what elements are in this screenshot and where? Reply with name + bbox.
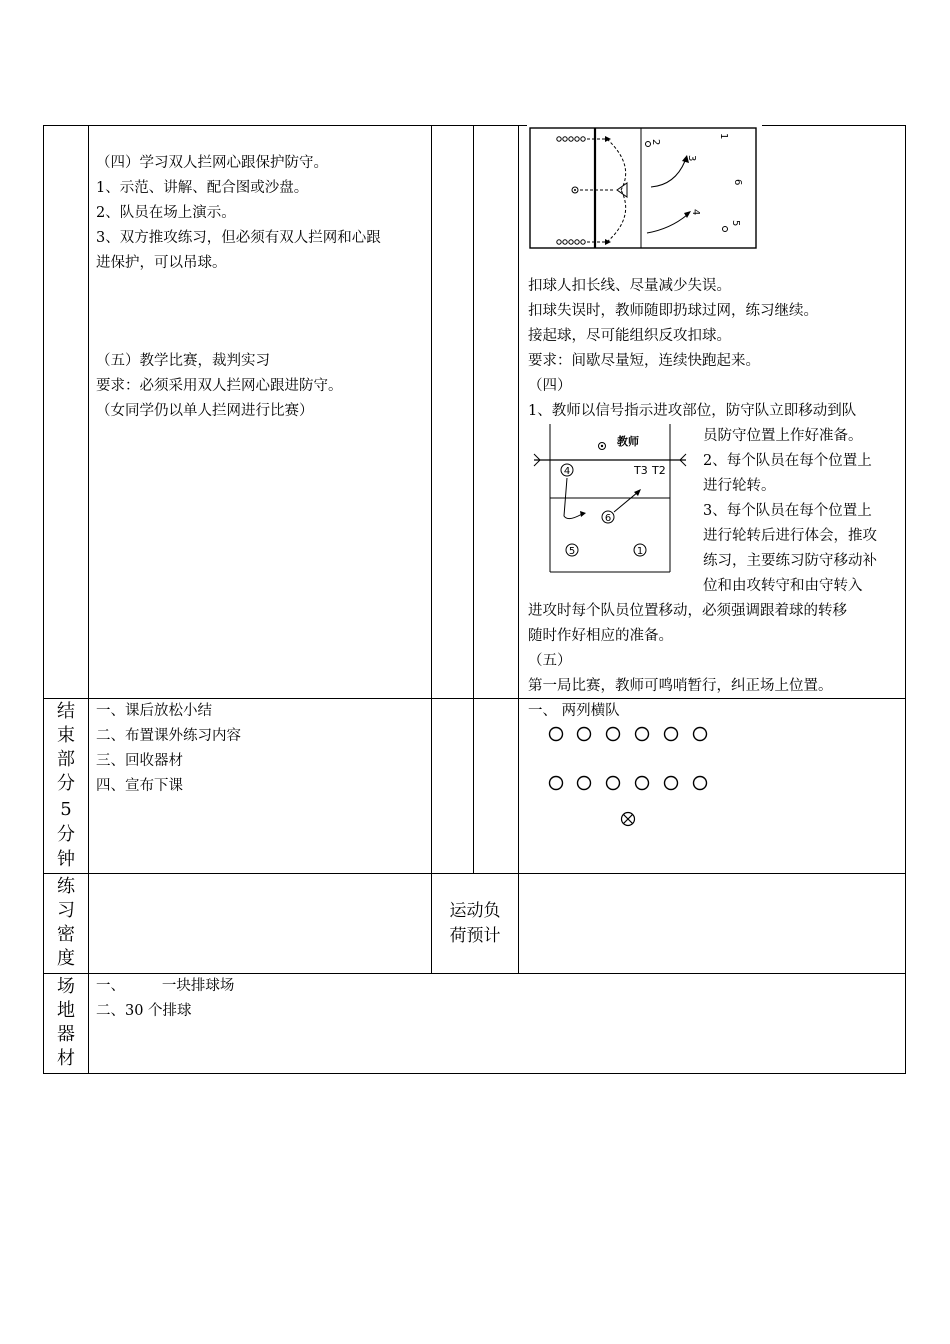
text-line: 3、每个队员在每个位置上 — [703, 503, 872, 519]
col-divider-4 — [518, 125, 519, 973]
text-line: 接起球，尽可能组织反攻扣球。 — [528, 328, 731, 344]
load-label-line: 荷预计 — [449, 926, 501, 946]
position-label-4: 4 — [690, 209, 701, 216]
table-border-right — [905, 125, 906, 1074]
section-char: 钟 — [57, 849, 75, 870]
section-char: 度 — [57, 948, 75, 969]
text-line: （四）学习双人拦网心跟保护防守。 — [96, 155, 328, 171]
player-5-label: 5 — [568, 546, 576, 557]
section-char: 束 — [57, 725, 75, 746]
text-line: 第一局比赛，教师可鸣哨暂行，纠正场上位置。 — [528, 678, 833, 694]
blocker-t2-label: T2 — [652, 464, 666, 477]
text-line: 1、教师以信号指示进攻部位，防守队立即移动到队 — [528, 403, 857, 419]
text-line: 要求：必须采用双人拦网心跟进防守。 — [96, 378, 343, 394]
text-line: （五） — [528, 653, 572, 669]
col-divider-3 — [473, 125, 474, 873]
position-label-2: 2 — [650, 139, 661, 146]
text-line: 位和由攻转守和由守转入 — [703, 578, 863, 594]
text-line: （五）教学比赛，裁判实习 — [96, 353, 270, 369]
text-line: 二、30 个排球 — [96, 1003, 192, 1019]
text-line: （女同学仍以单人拦网进行比赛） — [96, 403, 314, 419]
section-char: 习 — [57, 900, 75, 921]
text-line: 1、示范、讲解、配合图或沙盘。 — [96, 180, 309, 196]
section-char: 密 — [57, 924, 75, 945]
defense-rotation-diagram — [530, 422, 690, 576]
text-line: 进行轮转后进行体会，推攻 — [703, 528, 877, 544]
player-4-label: 4 — [563, 466, 571, 477]
row-divider-1 — [43, 698, 905, 699]
two-row-formation-diagram — [540, 722, 720, 832]
section-char: 结 — [57, 701, 75, 722]
row-divider-3 — [43, 973, 905, 974]
text-line: 2、每个队员在每个位置上 — [703, 453, 872, 469]
section-char: 分 — [57, 824, 75, 845]
text-line: 二、布置课外练习内容 — [96, 728, 241, 744]
text-line: 扣球人扣长线、尽量减少失误。 — [528, 278, 731, 294]
position-label-5: 5 — [730, 220, 741, 227]
text-line: 三、回收器材 — [96, 753, 183, 769]
position-label-1: 1 — [718, 133, 729, 140]
row-divider-2 — [43, 873, 905, 874]
text-line: （四） — [528, 378, 572, 394]
teacher-label: 教师 — [617, 435, 639, 448]
text-line: 员防守位置上作好准备。 — [703, 428, 863, 444]
position-label-6: 6 — [732, 179, 743, 186]
col-divider-1 — [88, 125, 89, 1074]
player-6-label: 6 — [604, 513, 612, 524]
blocker-t3-label: T3 — [634, 464, 648, 477]
section-char: 材 — [57, 1048, 75, 1069]
spike-drill-diagram — [525, 125, 765, 255]
section-char: 部 — [57, 749, 75, 770]
text-line: 3、双方推攻练习，但必须有双人拦网和心跟 — [96, 230, 381, 246]
text-line: 一、课后放松小结 — [96, 703, 212, 719]
section-char: 分 — [57, 773, 75, 794]
text-line: 随时作好相应的准备。 — [528, 628, 673, 644]
table-border-top-right — [762, 125, 905, 126]
text-line: 进行轮转。 — [703, 478, 776, 494]
section-char: 5 — [60, 799, 72, 820]
formation-heading: 一、 两列横队 — [528, 703, 620, 719]
section-char: 器 — [57, 1024, 75, 1045]
text-line: 扣球失误时，教师随即扔球过网，练习继续。 — [528, 303, 818, 319]
text-line: 四、宣布下课 — [96, 778, 183, 794]
section-char: 地 — [57, 1000, 75, 1021]
table-border-bottom — [43, 1073, 905, 1074]
text-line: 2、队员在场上演示。 — [96, 205, 236, 221]
col-divider-2 — [431, 125, 432, 973]
section-char: 场 — [57, 976, 75, 997]
section-char: 练 — [57, 876, 75, 897]
text-line: 进保护，可以吊球。 — [96, 255, 227, 271]
text-line: 进攻时每个队员位置移动，必须强调跟着球的转移 — [528, 603, 847, 619]
table-border-top — [43, 125, 527, 126]
text-line: 练习，主要练习防守移动补 — [703, 553, 877, 569]
position-label-3: 3 — [686, 155, 697, 162]
load-label-line: 运动负 — [449, 901, 501, 921]
text-line: 要求：间歇尽量短，连续快跑起来。 — [528, 353, 760, 369]
player-1-label: 1 — [636, 546, 644, 557]
text-line: 一、 一块排球场 — [96, 978, 235, 994]
